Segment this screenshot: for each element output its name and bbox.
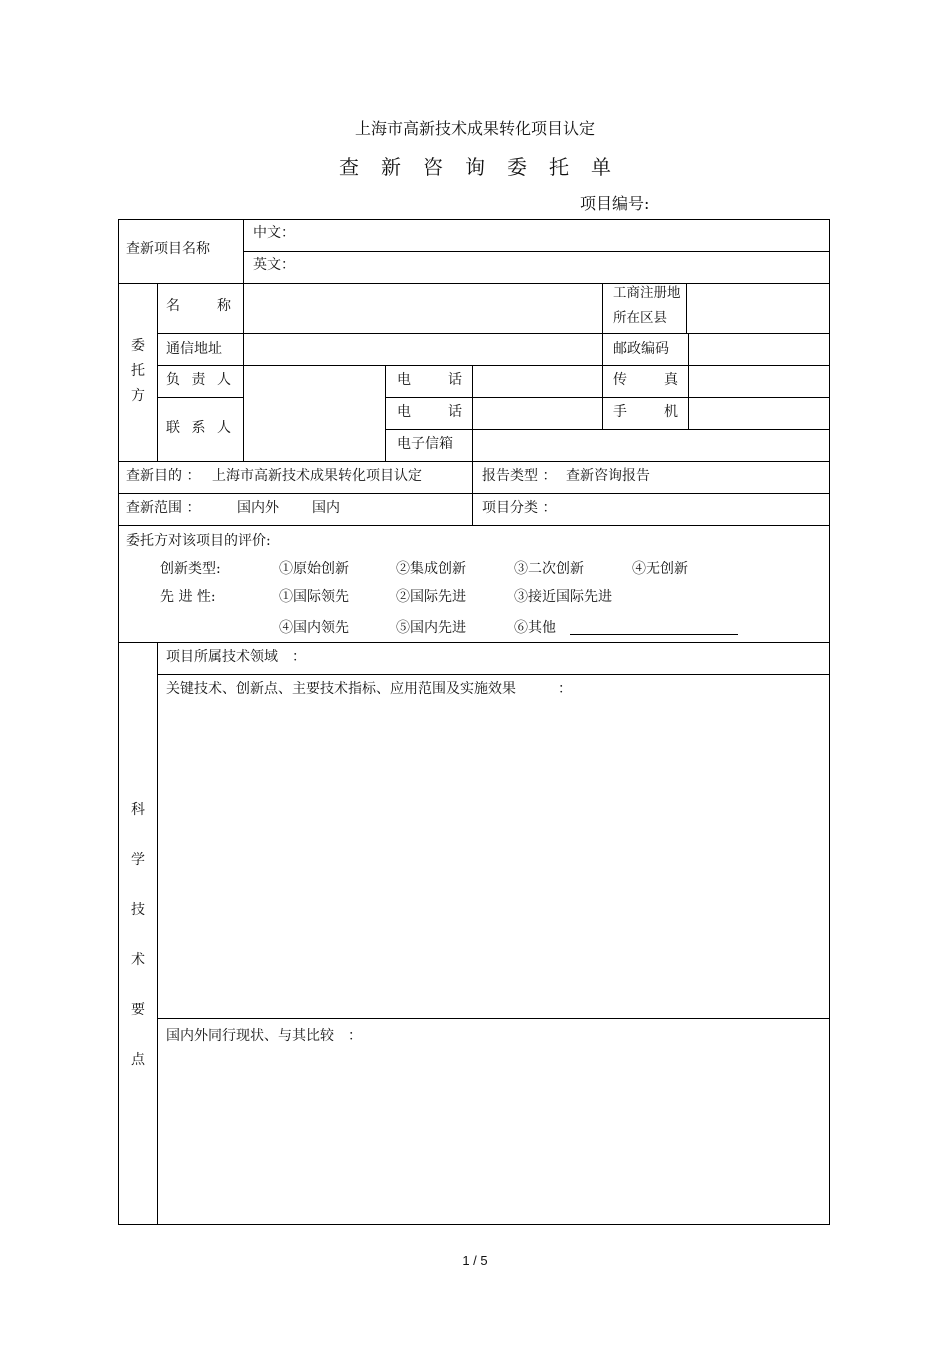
purpose-value: 上海市高新技术成果转化项目认定: [212, 468, 422, 484]
report-type-label: 报告类型 ：: [482, 468, 557, 484]
fax-label: 传 真: [613, 372, 678, 388]
client-group-label: 委托方: [131, 338, 145, 404]
project-number-label: 项目编号:: [580, 194, 650, 213]
innovation-type-label: 创新类型:: [160, 561, 221, 577]
scope-option-domestic[interactable]: 国内: [312, 500, 340, 516]
scope-option-domestic-international[interactable]: 国内外: [237, 500, 279, 516]
advanced-label: 先 进 性:: [160, 589, 216, 605]
innovation-option[interactable]: ③二次创新: [514, 561, 584, 577]
contact-label: 联 系 人: [166, 420, 231, 436]
evaluation-heading: 委托方对该项目的评价:: [126, 533, 271, 549]
mobile-label: 手 机: [613, 404, 678, 420]
address-label: 通信地址: [166, 341, 222, 357]
other-fill-line[interactable]: [570, 634, 738, 635]
phone-label: 电 话: [397, 372, 462, 388]
scope-label: 查新范围 ：: [126, 500, 201, 516]
advanced-option[interactable]: ⑥其他: [514, 620, 556, 636]
email-label: 电子信箱: [397, 436, 453, 452]
leader-label: 负 责 人: [166, 372, 231, 388]
registry-label-line2: 所在区县: [613, 310, 667, 326]
advanced-option[interactable]: ①国际领先: [279, 589, 349, 605]
form-title: 查新咨询委托单: [339, 155, 633, 179]
page-number: 1 / 5: [462, 1253, 488, 1268]
advanced-option[interactable]: ③接近国际先进: [514, 589, 612, 605]
document-title: 上海市高新技术成果转化项目认定: [354, 119, 595, 138]
postcode-label: 邮政编码: [613, 341, 669, 357]
comparison-label: 国内外同行现状、与其比较 ：: [166, 1028, 362, 1044]
innovation-option[interactable]: ②集成创新: [396, 561, 466, 577]
advanced-option[interactable]: ⑤国内先进: [396, 620, 466, 636]
innovation-option[interactable]: ④无创新: [632, 561, 688, 577]
report-type-value: 查新咨询报告: [566, 468, 650, 484]
project-name-cn-label: 中文：: [253, 225, 295, 241]
advanced-option[interactable]: ②国际先进: [396, 589, 466, 605]
project-name-label: 查新项目名称: [126, 241, 210, 257]
tech-group-label: 科学技术要点: [131, 802, 145, 1068]
phone2-label: 电 话: [397, 404, 462, 420]
purpose-label: 查新目的 ：: [126, 468, 201, 484]
registry-label-line1: 工商注册地: [613, 285, 681, 301]
tech-field-label: 项目所属技术领域 ：: [166, 649, 306, 665]
client-name-label: 名 称: [166, 298, 231, 314]
advanced-option[interactable]: ④国内领先: [279, 620, 349, 636]
key-tech-label: 关键技术、创新点、主要技术指标、应用范围及实施效果 ：: [166, 681, 572, 697]
category-label: 项目分类 ：: [482, 500, 557, 516]
innovation-option[interactable]: ①原始创新: [279, 561, 349, 577]
project-name-en-label: 英文：: [253, 257, 295, 273]
